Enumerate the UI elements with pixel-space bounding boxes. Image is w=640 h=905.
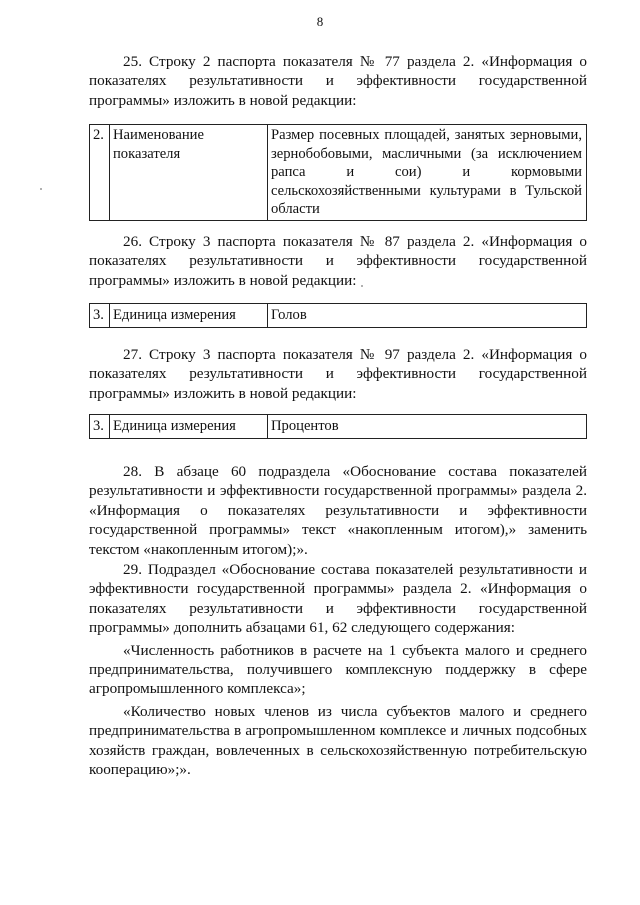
passport-table-row-25 [89, 124, 587, 221]
indicator-field-name-cell: Единица измерения [110, 415, 268, 439]
paragraph-26 [89, 232, 587, 290]
paragraph-29 [89, 560, 587, 779]
paragraph-25 [89, 52, 587, 110]
quoted-paragraph-62: «Количество новых членов из числа субъектов малого и среднего предпринимательства в агропромышленном комплексе и личных подсобных хозяйств граждан, вовлеченных в сельскохозяйственную потребительскую кооперацию»;». [89, 702, 587, 779]
indicator-field-value-cell: Размер посевных площадей, занятых зерновыми, зернобобовыми, масличными (за исключением рапса и сои) и кормовыми сельскохозяйственными культурами в Тульской области [268, 125, 587, 221]
table-row [90, 415, 587, 439]
indicator-field-value-cell: Голов [268, 304, 587, 328]
passport-table-row-26 [89, 303, 587, 328]
paragraph-text: 26. Строку 3 паспорта показателя № 87 раздела 2. «Информация о показателях результативности и эффективности государственной программы» изложить в новой редакции: [89, 233, 587, 289]
scan-speck [40, 188, 42, 190]
paragraph-text: 27. Строку 3 паспорта показателя № 97 раздела 2. «Информация о показателях результативности и эффективности государственной программы» изложить в новой редакции: [89, 346, 587, 402]
paragraph-text: 25. Строку 2 паспорта показателя № 77 раздела 2. «Информация о показателях результативности и эффективности государственной программы» изложить в новой редакции: [89, 53, 587, 109]
table-row [90, 125, 587, 221]
page-number: 8 [316, 14, 324, 29]
paragraph-text: 28. В абзаце 60 подраздела «Обоснование состава показателей результативности и эффективности государственной программы» раздела 2. «Информация о показателях результативности и эффективности государственной программы» текст «накопленным итогом),» заменить текстом «накопленным итогом);». [89, 463, 587, 558]
paragraph-28 [89, 462, 587, 559]
passport-table-row-27 [89, 414, 587, 439]
table-row [90, 304, 587, 328]
indicator-field-name-cell: Наименование показателя [110, 125, 268, 221]
row-number-cell: 2. [90, 125, 110, 221]
paragraph-27 [89, 345, 587, 403]
row-number-cell: 3. [90, 304, 110, 328]
quoted-paragraph-61: «Численность работников в расчете на 1 субъекта малого и среднего предпринимательства, получившего комплексную поддержку в сфере агропромышленного комплекса»; [89, 641, 587, 698]
scan-speck [361, 285, 363, 287]
row-number-cell: 3. [90, 415, 110, 439]
paragraph-text: 29. Подраздел «Обоснование состава показателей результативности и эффективности государственной программы» раздела 2. «Информация о показателях результативности и эффективности государственной программы» дополнить абзацами 61, 62 следующего содержания: [89, 561, 587, 637]
indicator-field-value-cell: Процентов [268, 415, 587, 439]
indicator-field-name-cell: Единица измерения [110, 304, 268, 328]
